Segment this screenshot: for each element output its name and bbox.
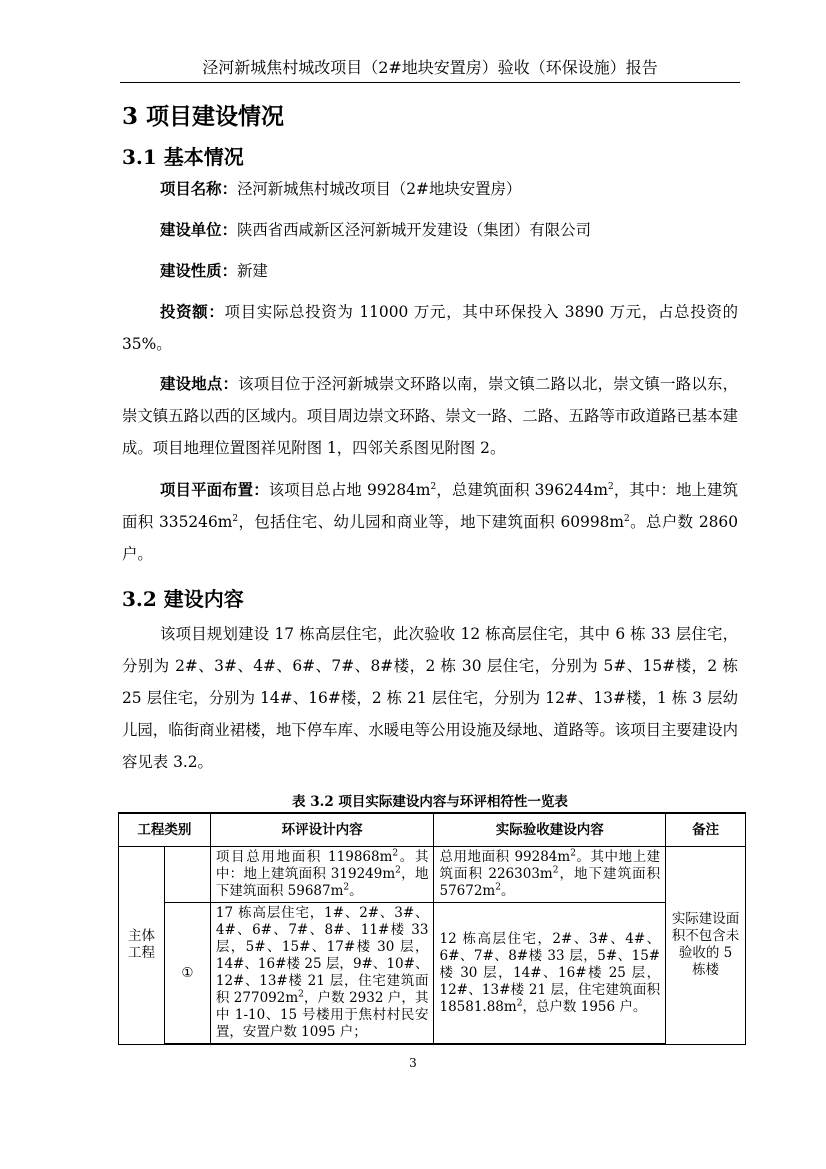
- construction-unit-value: 陕西省西咸新区泾河新城开发建设（集团）有限公司: [236, 221, 591, 239]
- actual-text: 。其中地上建筑面积 226303m: [439, 849, 661, 882]
- construction-content-table: [118, 812, 746, 1045]
- header-actual-construction: 实际验收建设内容: [434, 813, 666, 847]
- page-number: 3: [409, 1056, 417, 1070]
- eia-text: ，地下建筑面积 59687m: [215, 866, 429, 899]
- superscript: 2: [343, 882, 350, 893]
- layout-text-d: ，包括住宅、幼儿园和商业等，地下建筑面积 60998m: [238, 513, 624, 531]
- table-row: [119, 903, 746, 1045]
- construction-unit-paragraph: [122, 214, 738, 246]
- section-3-title: 3 项目建设情况: [122, 103, 285, 130]
- superscript: 2: [607, 481, 614, 492]
- actual-cell-row-1: [434, 847, 666, 903]
- superscript: 2: [430, 481, 437, 492]
- superscript: 2: [392, 848, 399, 859]
- superscript: 2: [624, 513, 630, 524]
- actual-text: 总用地面积 99284m: [439, 849, 571, 865]
- header-category: 工程类别: [119, 813, 211, 847]
- layout-text-e: 。总户数 2860 户。: [122, 513, 738, 563]
- eia-cell-row-2: [210, 903, 434, 1045]
- actual-cell-row-2: [434, 903, 666, 1045]
- construction-nature-paragraph: [122, 255, 738, 287]
- page-header: 泾河新城焦村城改项目（2#地块安置房）验收（环保设施）报告: [120, 56, 740, 83]
- investment-value: 项目实际总投资为 11000 万元，其中环保投入 3890 万元，占总投资的 35%。: [122, 303, 738, 353]
- actual-text: ，地下建筑面积 57672m: [439, 866, 661, 899]
- construction-unit-label: 建设单位：: [160, 221, 237, 239]
- superscript: 2: [570, 848, 576, 859]
- table-header-row: [119, 813, 746, 847]
- eia-text: 。: [349, 883, 363, 899]
- construction-nature-label: 建设性质：: [160, 262, 237, 280]
- layout-text-a: 该项目总占地 99284m: [268, 481, 431, 499]
- location-paragraph: [122, 368, 738, 464]
- investment-paragraph: [122, 296, 738, 360]
- superscript: 2: [395, 865, 401, 876]
- actual-text: 12 栋高层住宅，2#、3#、4#、6#、7#、8#楼 33 层，5#、15#楼 30 层，14#、16#楼 25 层，12#、13#楼 21 层，住宅建筑面积 18581.88m: [439, 930, 661, 1015]
- table-caption: 表 3.2 项目实际建设内容与环评相符性一览表: [292, 794, 568, 810]
- project-name-value: 泾河新城焦村城改项目（2#地块安置房）: [236, 180, 522, 198]
- location-label: 建设地点：: [160, 375, 239, 393]
- eia-cell-row-1: [210, 847, 434, 903]
- investment-label: 投资额：: [160, 303, 225, 321]
- remark-cell: 实际建设面积不包含未验收的 5 栋楼: [666, 847, 746, 1045]
- superscript: 2: [516, 998, 523, 1008]
- header-remark: 备注: [666, 813, 746, 847]
- eia-text: ，户数 2932 户，其中 1-10、15 号楼用于焦村村民安置，安置户数 1095 户；: [215, 990, 429, 1040]
- eia-text: 。其中：地上建筑面积 319249m: [215, 849, 429, 882]
- section-3-1-title: 3.1 基本情况: [122, 145, 244, 169]
- layout-text-c: ，其中：地上建筑面积 335246m: [122, 481, 738, 531]
- superscript: 2: [495, 882, 501, 893]
- superscript: 2: [552, 865, 559, 876]
- section-3-2-title: 3.2 建设内容: [122, 587, 244, 611]
- location-value: 该项目位于泾河新城崇文环路以南，崇文镇二路以北，崇文镇一路以东，崇文镇五路以西的区域内。项目周边崇文环路、崇文一路、二路、五路等市政道路已基本建成。项目地理位置图祥见附图 1，四邻关系图见附图 2。: [122, 375, 738, 457]
- layout-text-b: ，总建筑面积 396244m: [436, 481, 608, 499]
- construction-nature-value: 新建: [236, 262, 268, 280]
- eia-text: 17 栋高层住宅，1#、2#、3#、4#、6#、7#、8#、11#楼 33 层，5#、15#、17#楼 30 层，14#、16#楼 25 层，9#、10#、12#、13#楼 21 层，住宅建筑面积 277092m: [215, 905, 429, 1006]
- actual-text: 。: [500, 883, 515, 899]
- layout-paragraph: [122, 474, 738, 570]
- eia-text: 项目总用地面积 119868m: [215, 849, 393, 865]
- superscript: 2: [298, 989, 304, 1000]
- row-number-empty: [164, 847, 210, 903]
- construction-content-paragraph: 该项目规划建设 17 栋高层住宅，此次验收 12 栋高层住宅，其中 6 栋 33 层住宅，分别为 2#、3#、4#、6#、7#、8#楼，2 栋 30 层住宅，分别为 5#、15#楼，2 栋 25 层住宅，分别为 14#、16#楼，2 栋 21 层住宅，分别为 12#、13#楼，1 栋 3 层幼儿园，临街商业裙楼，地下停车库、水暖电等公用设施及绿地、道路等。该项目主要建设内容见表 3.2。: [122, 625, 738, 771]
- category-cell: 主体工程: [119, 847, 165, 1045]
- table-row: [119, 847, 746, 903]
- header-eia-design: 环评设计内容: [210, 813, 434, 847]
- actual-text: ，总户数 1956 户。: [522, 998, 647, 1015]
- layout-label: 项目平面布置：: [160, 481, 269, 499]
- superscript: 2: [232, 513, 239, 524]
- project-name-label: 项目名称：: [160, 180, 237, 198]
- project-name-paragraph: [122, 173, 738, 205]
- row-number: ①: [164, 903, 210, 1045]
